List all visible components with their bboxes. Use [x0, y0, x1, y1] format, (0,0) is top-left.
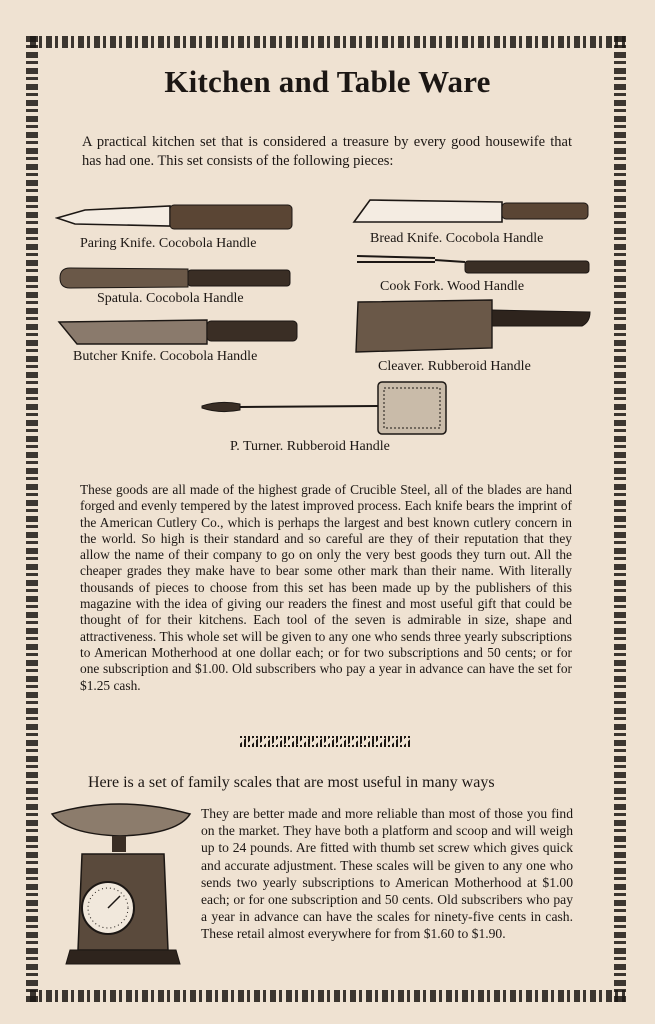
butcher-knife-caption: Butcher Knife. Cocobola Handle — [73, 349, 258, 364]
spatula-caption: Spatula. Cocobola Handle — [97, 291, 244, 306]
bread-knife-caption: Bread Knife. Cocobola Handle — [370, 231, 544, 246]
description-paragraph: These goods are all made of the highest grade of Crucible Steel, all of the blades are hand forged and evenly tempered by the latest improved process. Each knife bears the imprint of the American Cutlery Co., which is perhaps the largest and best known cutlery concern in the world. So high is their standard and so careful are they of their reputation that they allow the name of their company to go on only the very best goods they turn out. All the cheaper grades they make have to bear some other mark than their name. With literally thousands of pieces to choose from this set has been made up by the publishers of this magazine with the idea of giving our readers the finest and most useful gift that could be thought of for their kitchens. Each tool of the seven is admirable in size, shape and attractiveness. This whole set will be given to any one who sends three yearly subscriptions to American Motherhood at one dollar each; or for two subscriptions and 50 cents; or for one subscription and $1.00. Old subscribers who pay a year in advance can have the set for $1.25 cash. — [80, 482, 572, 693]
spatula-illustration — [58, 265, 292, 291]
ornamental-border-top — [30, 36, 625, 48]
cleaver-illustration — [352, 298, 592, 356]
p-turner-caption: P. Turner. Rubberoid Handle — [230, 439, 390, 454]
page-title: Kitchen and Table Ware — [164, 64, 491, 99]
paring-knife-illustration — [55, 200, 295, 232]
ornamental-border-bottom — [30, 990, 625, 1002]
cleaver-caption: Cleaver. Rubberoid Handle — [378, 359, 531, 374]
ornamental-border-right — [614, 36, 626, 1002]
ornamental-divider — [240, 736, 410, 747]
paring-knife-caption: Paring Knife. Cocobola Handle — [80, 236, 257, 251]
bread-knife-illustration — [352, 198, 592, 228]
p-turner-illustration — [200, 380, 450, 436]
butcher-knife-illustration — [57, 318, 301, 348]
family-scale-illustration — [48, 800, 198, 970]
intro-paragraph: A practical kitchen set that is considered a treasure by every good housewife that has had one. This set consists of the following pieces: — [82, 134, 572, 169]
scales-description: They are better made and more reliable than most of those you find on the market. They have both a platform and scoop and will weigh up to 24 pounds. Are fitted with thumb set screw which gives quick and accurate adjustment. These scales will be given to any one who sends two yearly subscriptions to American Motherhood at $1.00 each; or for one subscription and 50 cents. Old subscribers who pay a year in advance can have the scales for ninety-five cents in cash. These retail almost everywhere for from $1.60 to $1.90. — [201, 806, 573, 942]
scales-heading: Here is a set of family scales that are most useful in many ways — [88, 774, 495, 791]
cook-fork-illustration — [355, 252, 591, 276]
ornamental-border-left — [26, 36, 38, 1002]
cook-fork-caption: Cook Fork. Wood Handle — [380, 279, 525, 294]
